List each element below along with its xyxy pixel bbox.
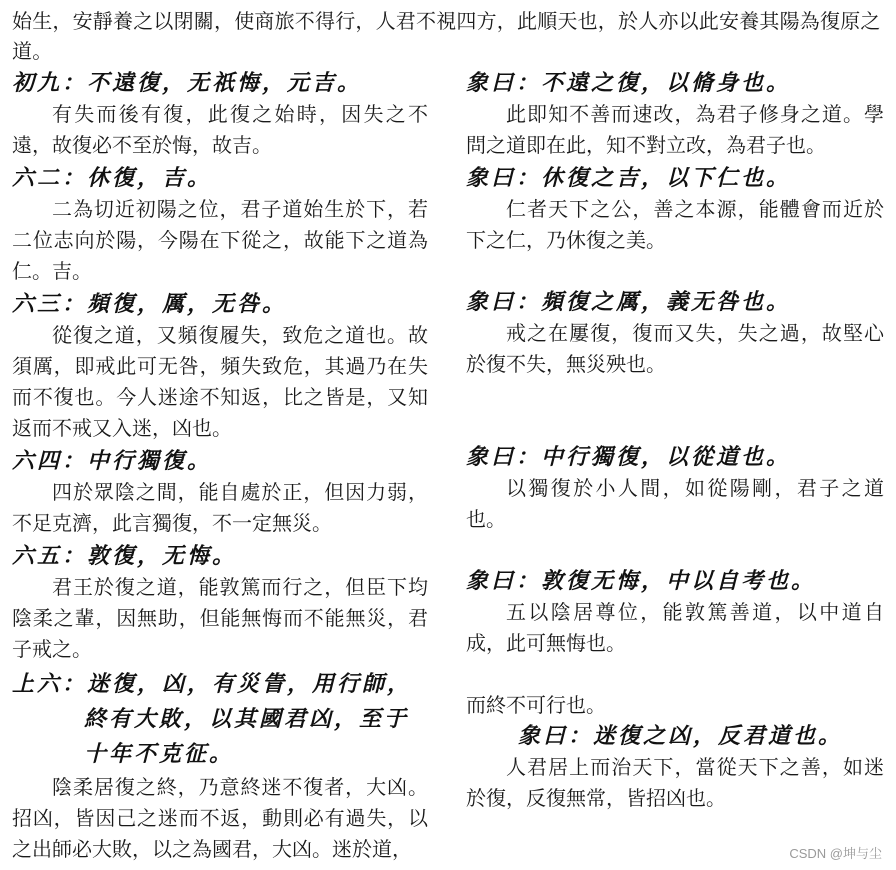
line-commentary: 陰柔居復之終，乃意終迷不復者，大凶。招凶，皆因己之迷而不返，動則必有過失，以之出師必大敗，以之為國君，大凶。迷於道， [12, 775, 428, 861]
line-commentary: 從復之道，又頻復履失，致危之道也。故須厲，即戒此可无咎，頻失致危，其過乃在失而不復也。今人迷途不知返，比之皆是，又知返而不戒又入迷，凶也。 [12, 323, 428, 440]
image-commentary: 人君居上而治天下，當從天下之善，如迷於復，反復無常，皆招凶也。 [466, 755, 884, 810]
image-commentary: 此即知不善而速改，為君子修身之道。學問之道即在此，知不對立改，為君子也。 [466, 102, 884, 157]
line-block-6 [12, 667, 428, 865]
line-block-5 [12, 541, 428, 665]
line-heading: 六四：中行獨復。 [12, 448, 213, 474]
left-column [12, 68, 428, 867]
image-block-3 [466, 287, 884, 380]
line-heading: 六二：休復，吉。 [12, 165, 213, 191]
image-block-1 [466, 68, 884, 161]
image-heading: 象曰：休復之吉，以下仁也。 [466, 165, 792, 191]
image-commentary: 戒之在屢復，復而又失，失之過，故堅心於復不失，無災殃也。 [466, 321, 884, 376]
image-commentary: 以獨復於小人間，如從陽剛，君子之道也。 [466, 476, 884, 531]
intro-paragraph: 始生，安靜養之以閉關，使商旅不得行，人君不視四方，此順天也，於人亦以此安養其陽為復原之道。 [12, 9, 881, 63]
line-commentary: 二為切近初陽之位，君子道始生於下，若二位志向於陽，今陽在下從之，故能下之道為仁。吉。 [12, 197, 428, 283]
image-block-5 [466, 566, 884, 659]
line-block-4 [12, 446, 428, 539]
line-heading: 初九：不遠復，无祇悔，元吉。 [12, 70, 363, 96]
line-commentary: 有失而後有復，此復之始時，因失之不遠，故復必不至於悔，故吉。 [12, 102, 428, 157]
line-heading: 六五：敦復，无悔。 [12, 543, 238, 569]
image-commentary: 仁者天下之公，善之本源，能體會而近於下之仁，乃休復之美。 [466, 197, 884, 252]
image-heading: 象曰：頻復之厲，義无咎也。 [466, 289, 792, 315]
line-heading: 六三：頻復，厲，无咎。 [12, 291, 288, 317]
line-block-1 [12, 68, 428, 161]
image-heading: 象曰：中行獨復，以從道也。 [466, 444, 792, 470]
line-commentary: 君王於復之道，能敦篤而行之，但臣下均陰柔之輩，因無助，但能無悔而不能無災，君子戒之。 [12, 575, 428, 661]
line-block-2 [12, 163, 428, 287]
continuation-text: 而終不可行也。 [466, 693, 606, 717]
line-heading: 上六：迷復，凶，有災眚，用行師，終有大敗，以其國君凶，至于十年不克征。 [12, 671, 413, 767]
line-block-3 [12, 289, 428, 444]
image-heading: 象曰：迷復之凶，反君道也。 [518, 723, 844, 749]
image-block-6 [466, 690, 884, 814]
image-heading: 象曰：不遠之復，以脩身也。 [466, 70, 792, 96]
image-commentary: 五以陰居尊位，能敦篤善道，以中道自成，此可無悔也。 [466, 600, 884, 655]
image-heading: 象曰：敦復无悔，中以自考也。 [466, 568, 817, 594]
line-commentary: 四於眾陰之間，能自處於正，但因力弱，不足克濟，此言獨復，不一定無災。 [12, 480, 428, 535]
image-block-4 [466, 442, 884, 535]
right-column [466, 68, 884, 816]
watermark: CSDN @坤与尘 [789, 846, 882, 861]
image-block-2 [466, 163, 884, 256]
